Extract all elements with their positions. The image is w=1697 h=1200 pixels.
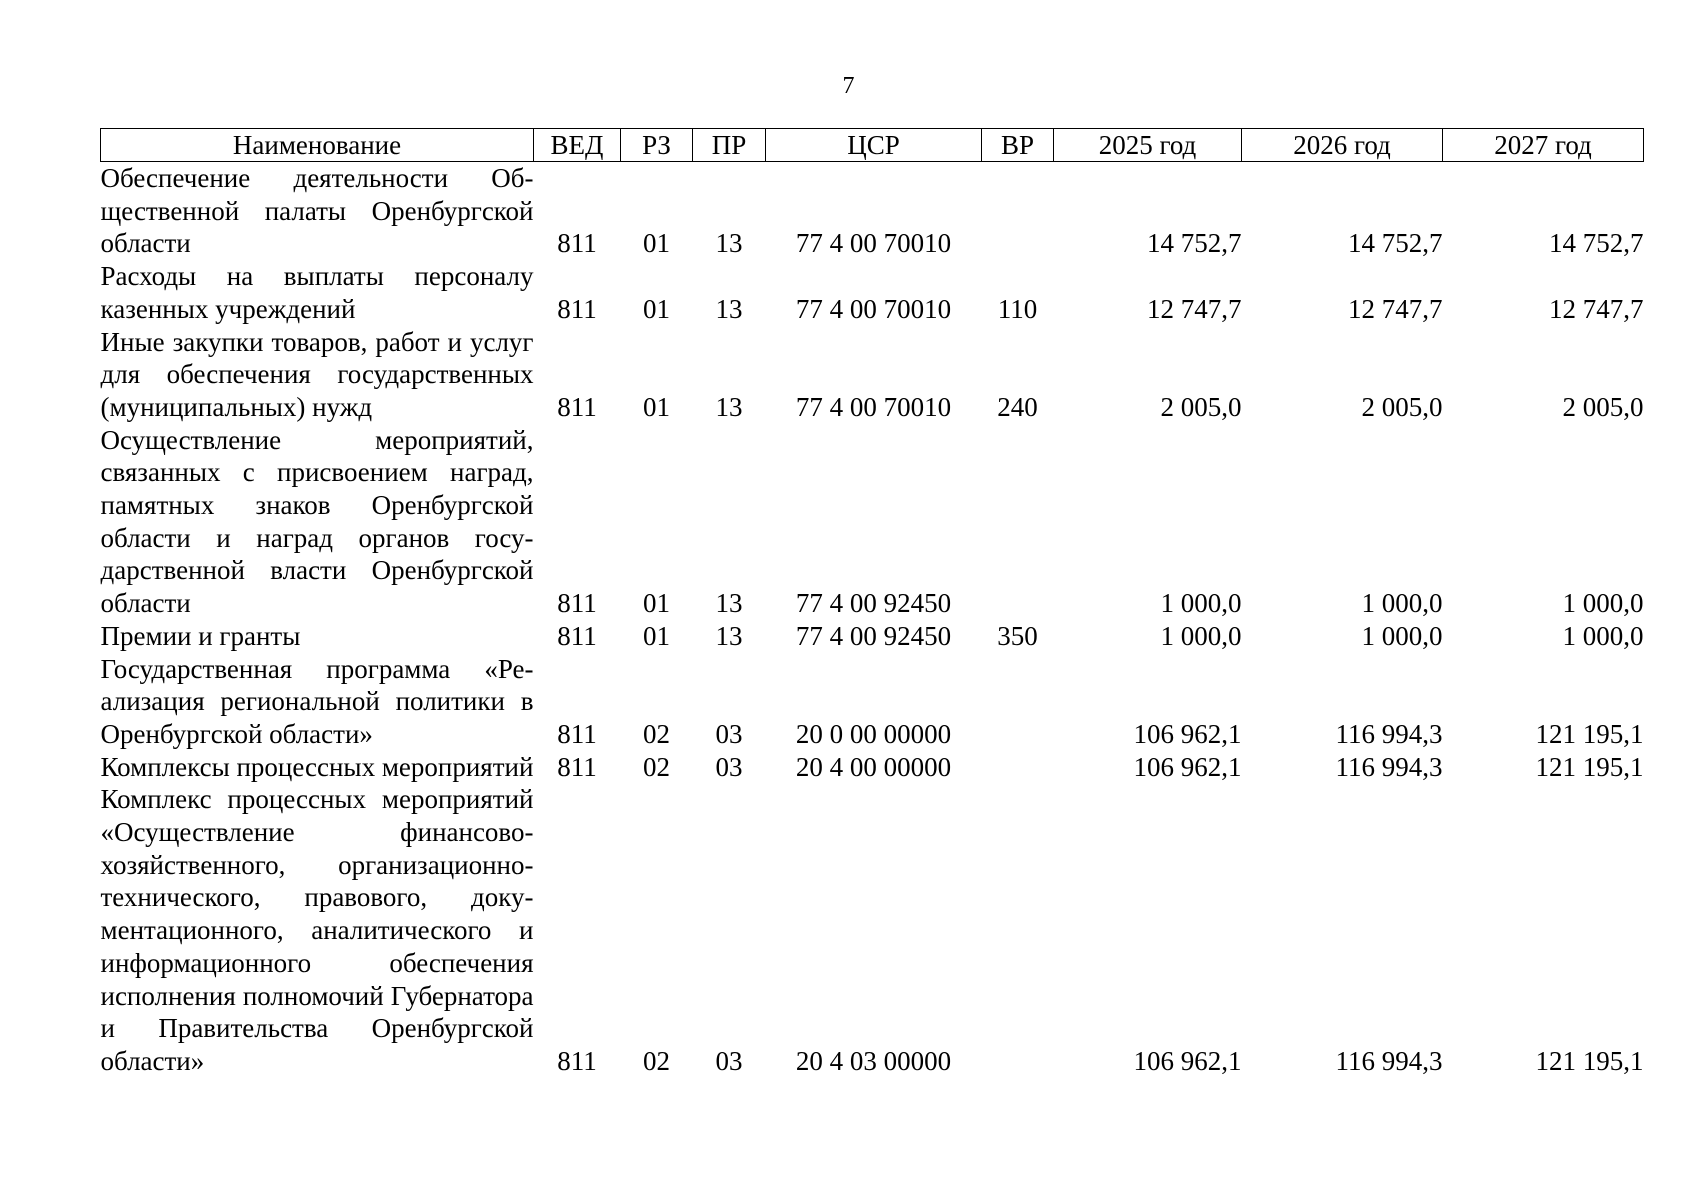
row-pr: 13 xyxy=(715,228,743,259)
table-row xyxy=(101,424,1644,620)
row-pr: 13 xyxy=(715,293,743,324)
row-vr: 110 xyxy=(997,293,1038,324)
row-rz: 01 xyxy=(643,620,670,651)
row-vr: 350 xyxy=(997,620,1038,651)
row-csr: 20 0 00 00000 xyxy=(795,718,952,749)
row-name: Государственная программа «Реализация региональной политики в Оренбургской области» xyxy=(100,653,534,749)
header-2025: 2025 год xyxy=(1054,129,1242,162)
row-2026: 116 994,3 xyxy=(1335,718,1443,749)
row-ved: 811 xyxy=(557,293,597,324)
row-vr xyxy=(982,424,1054,620)
table-row xyxy=(101,620,1644,653)
row-csr: 77 4 00 92450 xyxy=(795,588,952,619)
row-pr: 03 xyxy=(715,718,743,749)
row-pr: 13 xyxy=(715,588,743,619)
row-2026: 2 005,0 xyxy=(1361,391,1443,422)
header-row xyxy=(101,129,1644,162)
row-csr: 77 4 00 70010 xyxy=(795,293,952,324)
row-ved: 811 xyxy=(557,620,597,651)
row-pr: 13 xyxy=(715,620,743,651)
row-pr: 13 xyxy=(715,391,743,422)
row-pr: 03 xyxy=(715,751,743,782)
row-2026: 12 747,7 xyxy=(1348,293,1443,324)
page-number: 7 xyxy=(842,73,855,99)
row-name: Расходы на выплаты персоналу казенных учреждений xyxy=(100,261,534,324)
row-rz: 02 xyxy=(643,751,670,782)
row-csr: 77 4 00 92450 xyxy=(795,620,952,651)
table-row xyxy=(101,751,1644,784)
row-vr xyxy=(982,162,1054,261)
row-name: Осуществление мероприятий, связанных с присвоением наград, памятных знаков Оренбургской области и наград органов государственной власти Оренбургской области xyxy=(100,424,534,619)
table-row xyxy=(101,162,1644,261)
row-name: Комплексы процессных мероприятий xyxy=(100,751,534,782)
header-name: Наименование xyxy=(101,129,534,162)
row-vr xyxy=(982,653,1054,751)
row-2026: 116 994,3 xyxy=(1335,751,1443,782)
row-rz: 01 xyxy=(643,391,670,422)
row-csr: 20 4 00 00000 xyxy=(795,751,952,782)
row-2025: 106 962,1 xyxy=(1133,751,1242,782)
row-name: Премии и гранты xyxy=(100,620,301,651)
row-2026: 116 994,3 xyxy=(1335,1045,1443,1076)
header-csr: ЦСР xyxy=(766,129,982,162)
row-2025: 2 005,0 xyxy=(1160,391,1242,422)
row-ved: 811 xyxy=(557,1045,597,1076)
row-2025: 12 747,7 xyxy=(1147,293,1242,324)
row-ved: 811 xyxy=(557,588,597,619)
budget-table xyxy=(100,128,1644,1078)
row-2025: 106 962,1 xyxy=(1133,1045,1242,1076)
row-vr: 240 xyxy=(997,391,1038,422)
row-2025: 106 962,1 xyxy=(1133,718,1242,749)
row-rz: 01 xyxy=(643,228,670,259)
row-vr xyxy=(982,783,1054,1077)
row-2026: 14 752,7 xyxy=(1348,228,1443,259)
row-ved: 811 xyxy=(557,751,597,782)
row-name: Иные закупки товаров, работ и услуг для обеспечения государственных (муниципальных) нужд xyxy=(100,326,534,422)
row-csr: 20 4 03 00000 xyxy=(795,1045,952,1076)
row-2027: 121 195,1 xyxy=(1535,751,1644,782)
header-2027: 2027 год xyxy=(1443,129,1644,162)
table-row xyxy=(101,783,1644,1077)
row-rz: 01 xyxy=(643,293,670,324)
header-2026: 2026 год xyxy=(1242,129,1443,162)
row-name: Обеспечение деятельности Общественной палаты Оренбургской области xyxy=(100,163,534,259)
row-2025: 1 000,0 xyxy=(1160,588,1242,619)
table-row xyxy=(101,653,1644,751)
row-2026: 1 000,0 xyxy=(1361,588,1443,619)
row-pr: 03 xyxy=(715,1045,743,1076)
row-ved: 811 xyxy=(557,391,597,422)
row-csr: 77 4 00 70010 xyxy=(795,391,952,422)
row-name: Комплекс процессных мероприятий «Осуществление финансово-хозяйственного, организационно-технического, правового, документационного, аналитического и информационного обеспечения исполнения полномочий Губернатора и Правительства Оренбургской области» xyxy=(100,784,534,1076)
header-rz: РЗ xyxy=(621,129,693,162)
header-vr: ВР xyxy=(982,129,1054,162)
header-pr: ПР xyxy=(693,129,766,162)
table-row xyxy=(101,326,1644,424)
row-2027: 121 195,1 xyxy=(1535,718,1644,749)
row-rz: 02 xyxy=(643,1045,670,1076)
row-vr xyxy=(982,751,1054,784)
row-2025: 1 000,0 xyxy=(1160,620,1242,651)
header-ved: ВЕД xyxy=(534,129,621,162)
row-ved: 811 xyxy=(557,718,597,749)
row-rz: 01 xyxy=(643,588,670,619)
row-rz: 02 xyxy=(643,718,670,749)
row-ved: 811 xyxy=(557,228,597,259)
row-2025: 14 752,7 xyxy=(1147,228,1242,259)
row-2027: 1 000,0 xyxy=(1562,620,1644,651)
row-2027: 1 000,0 xyxy=(1562,588,1644,619)
row-2027: 14 752,7 xyxy=(1549,228,1644,259)
row-2027: 12 747,7 xyxy=(1549,293,1644,324)
row-2027: 121 195,1 xyxy=(1535,1045,1644,1076)
row-csr: 77 4 00 70010 xyxy=(795,228,952,259)
row-2026: 1 000,0 xyxy=(1361,620,1443,651)
table-row xyxy=(101,260,1644,325)
row-2027: 2 005,0 xyxy=(1562,391,1644,422)
